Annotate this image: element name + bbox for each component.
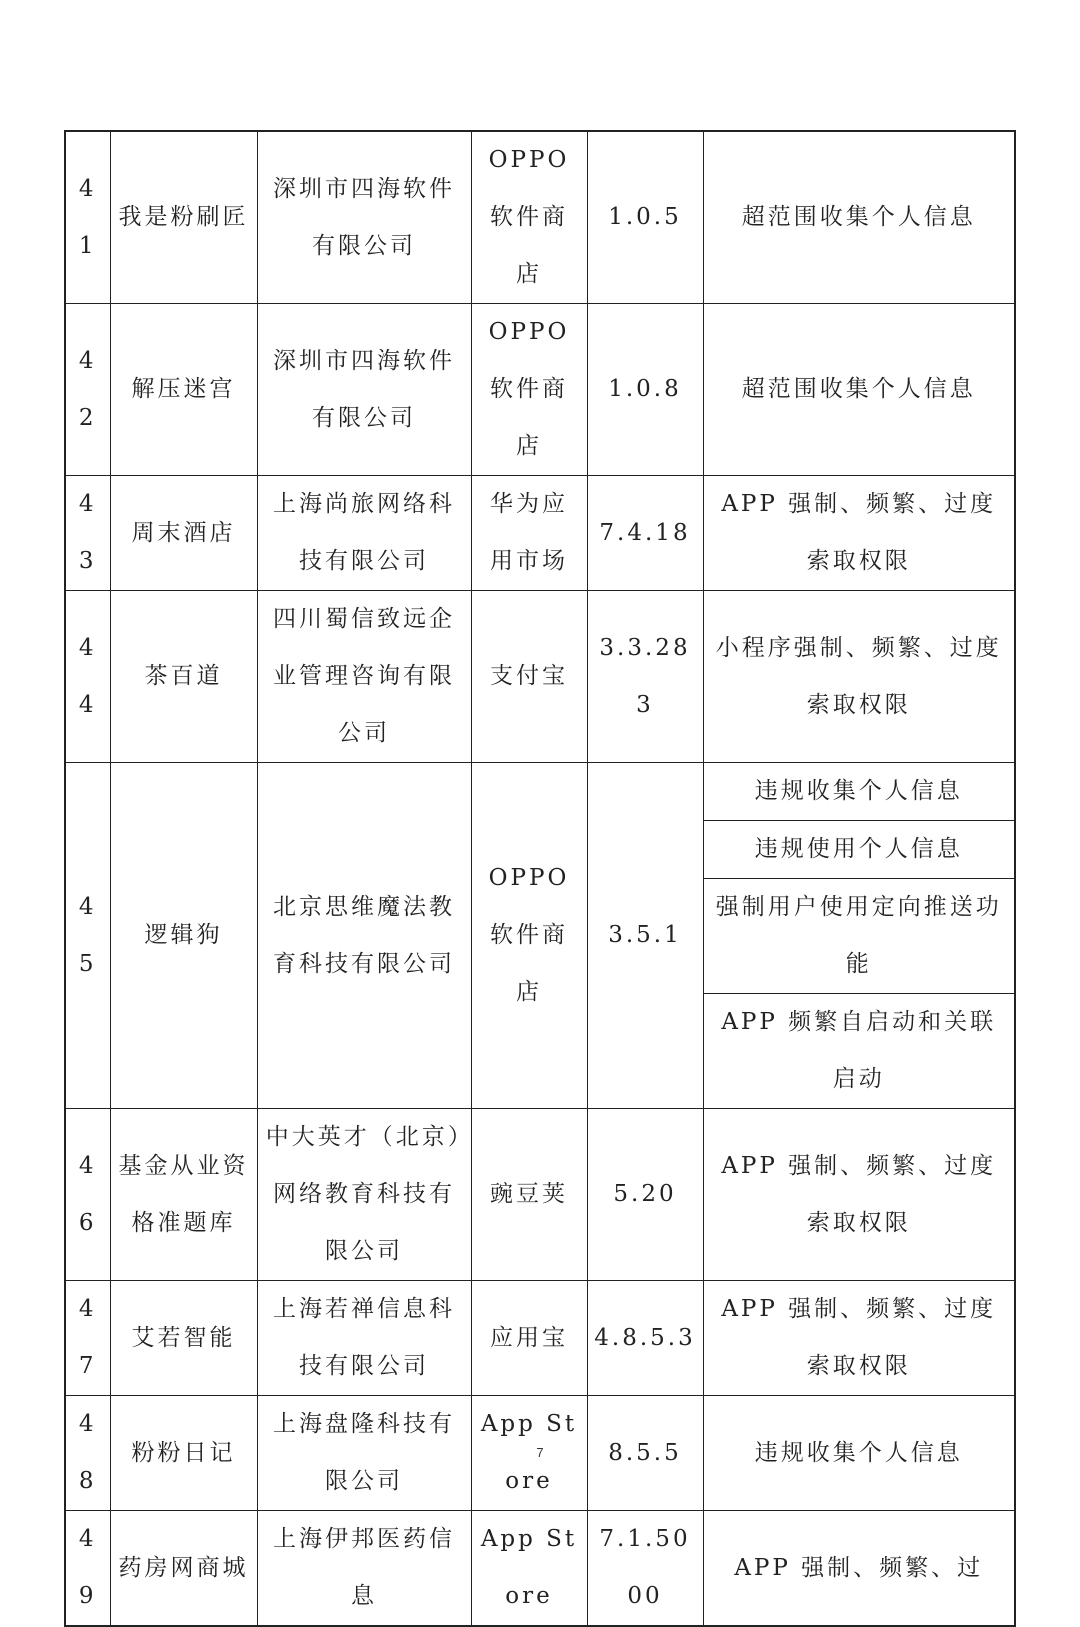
app-name: 艾若智能 — [110, 1281, 257, 1396]
app-version: 3.3.283 — [587, 591, 703, 763]
table-row — [65, 1281, 1015, 1396]
row-number: 41 — [65, 131, 110, 304]
app-store: OPPO 软件商店 — [471, 304, 587, 476]
issue: 小程序强制、频繁、过度索取权限 — [703, 591, 1015, 763]
app-version: 3.5.1 — [587, 763, 703, 1109]
table-row — [65, 1109, 1015, 1281]
row-number: 47 — [65, 1281, 110, 1396]
app-violation-table — [64, 130, 1016, 1627]
table-row — [65, 1511, 1015, 1627]
app-name: 粉粉日记 — [110, 1396, 257, 1511]
app-name: 药房网商城 — [110, 1511, 257, 1627]
developer-company: 上海若禅信息科技有限公司 — [257, 1281, 471, 1396]
issue: 超范围收集个人信息 — [703, 131, 1015, 304]
developer-company: 深圳市四海软件有限公司 — [257, 131, 471, 304]
issue: 超范围收集个人信息 — [703, 304, 1015, 476]
app-version: 8.5.5 — [587, 1396, 703, 1511]
app-store: 应用宝 — [471, 1281, 587, 1396]
issue: 违规使用个人信息 — [703, 821, 1015, 879]
app-name: 解压迷宫 — [110, 304, 257, 476]
row-number: 46 — [65, 1109, 110, 1281]
row-number: 48 — [65, 1396, 110, 1511]
app-name: 逻辑狗 — [110, 763, 257, 1109]
developer-company: 北京思维魔法教育科技有限公司 — [257, 763, 471, 1109]
app-store: 支付宝 — [471, 591, 587, 763]
issue: APP 强制、频繁、过 — [703, 1511, 1015, 1627]
table-row — [65, 131, 1015, 304]
row-number: 49 — [65, 1511, 110, 1627]
app-name: 茶百道 — [110, 591, 257, 763]
table-row — [65, 304, 1015, 476]
app-name: 周末酒店 — [110, 476, 257, 591]
app-version: 7.4.18 — [587, 476, 703, 591]
issue: APP 强制、频繁、过度索取权限 — [703, 1109, 1015, 1281]
app-version: 4.8.5.3 — [587, 1281, 703, 1396]
developer-company: 上海伊邦医药信息 — [257, 1511, 471, 1627]
app-store: 豌豆荚 — [471, 1109, 587, 1281]
row-number: 42 — [65, 304, 110, 476]
app-store: App Store — [471, 1396, 587, 1511]
developer-company: 深圳市四海软件有限公司 — [257, 304, 471, 476]
app-store: 华为应用市场 — [471, 476, 587, 591]
issue: 强制用户使用定向推送功能 — [703, 879, 1015, 994]
table-row — [65, 476, 1015, 591]
issue: APP 强制、频繁、过度索取权限 — [703, 476, 1015, 591]
row-number: 44 — [65, 591, 110, 763]
app-version: 1.0.8 — [587, 304, 703, 476]
app-name: 我是粉刷匠 — [110, 131, 257, 304]
app-store: App Store — [471, 1511, 587, 1627]
developer-company: 四川蜀信致远企业管理咨询有限公司 — [257, 591, 471, 763]
table-row — [65, 591, 1015, 763]
developer-company: 上海盘隆科技有限公司 — [257, 1396, 471, 1511]
page-number: 7 — [536, 1445, 544, 1460]
table-row — [65, 763, 1015, 821]
app-version: 1.0.5 — [587, 131, 703, 304]
issue: 违规收集个人信息 — [703, 1396, 1015, 1511]
app-store: OPPO 软件商店 — [471, 763, 587, 1109]
app-version: 7.1.5000 — [587, 1511, 703, 1627]
developer-company: 中大英才（北京）网络教育科技有限公司 — [257, 1109, 471, 1281]
row-number: 43 — [65, 476, 110, 591]
app-store: OPPO 软件商店 — [471, 131, 587, 304]
row-number: 45 — [65, 763, 110, 1109]
app-version: 5.20 — [587, 1109, 703, 1281]
issue: APP 强制、频繁、过度索取权限 — [703, 1281, 1015, 1396]
app-name: 基金从业资格准题库 — [110, 1109, 257, 1281]
issue: 违规收集个人信息 — [703, 763, 1015, 821]
developer-company: 上海尚旅网络科技有限公司 — [257, 476, 471, 591]
issue: APP 频繁自启动和关联启动 — [703, 994, 1015, 1109]
